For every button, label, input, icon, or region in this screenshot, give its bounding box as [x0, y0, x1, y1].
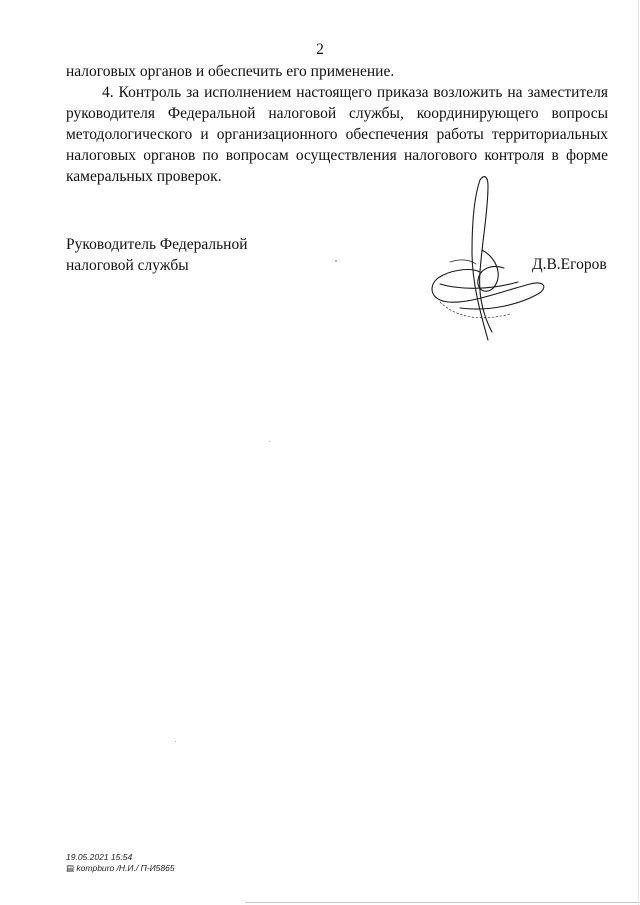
- signatory-position-line1: Руководитель Федеральной: [66, 236, 248, 253]
- footer-reference: [66, 863, 175, 874]
- signatory-position-line2: налоговой службы: [66, 257, 189, 274]
- signatory-position: [66, 234, 248, 276]
- printer-icon: ▤: [66, 863, 77, 873]
- document-footer: [66, 852, 175, 874]
- document-body: [66, 61, 608, 187]
- continuation-text: налоговых органов и обеспечить его применение.: [66, 63, 395, 80]
- scan-speck: [335, 260, 337, 262]
- signatory-name: Д.В.Егоров: [532, 256, 607, 273]
- page-number: 2: [316, 41, 324, 58]
- scan-speck: [175, 741, 176, 742]
- paragraph-4: 4. Контроль за исполнением настоящего приказа возложить на заместителя руководителя Федеральной налоговой службы, координирующего вопросы методологического и организационного обеспечения работы территориальных налоговых органов по вопросам осуществления налогового контроля в форме камеральных проверок.: [66, 84, 608, 185]
- scan-edge: [245, 902, 640, 903]
- scan-speck: [269, 441, 270, 442]
- scan-edge: [638, 0, 639, 905]
- footer-datetime: 19.05.2021 15:54: [66, 852, 133, 862]
- footer-reference-text: kompburo /Н.И./ П-И5865: [76, 863, 175, 873]
